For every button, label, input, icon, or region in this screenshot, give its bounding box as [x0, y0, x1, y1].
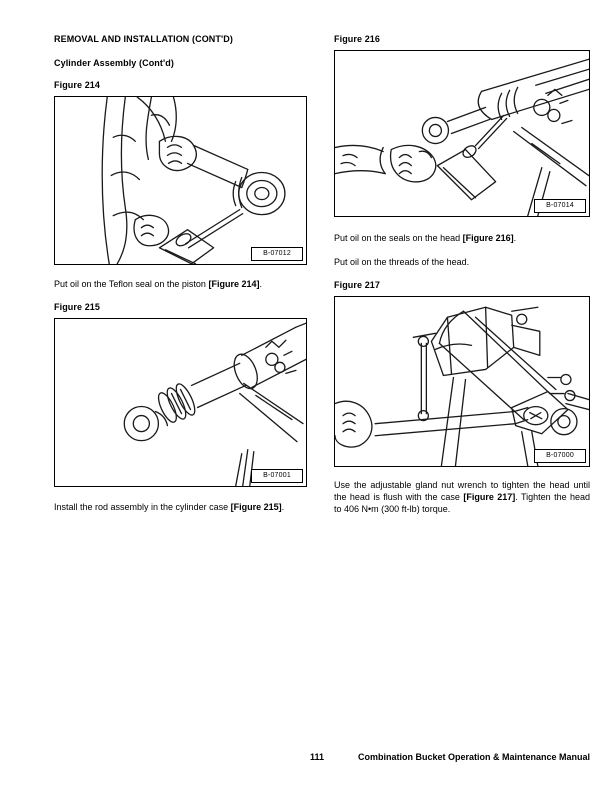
figure-214-caption: [54, 278, 307, 290]
caption-text: . Tighten the head to 406 N•m (300 ft-lb) torque.: [334, 492, 591, 514]
caption-text: .: [259, 279, 262, 289]
figure-216-frame: [334, 50, 590, 217]
photo-id-badge: B-07001: [251, 469, 303, 483]
figure-217-frame: [334, 296, 590, 467]
figure-215-reference: [Figure 215]: [230, 502, 282, 512]
manual-title: Combination Bucket Operation & Maintenance Manual: [357, 752, 590, 762]
figure-216-label: Figure 216: [334, 34, 381, 44]
figure-214-illustration: [55, 97, 306, 264]
photo-id-badge: B-07012: [251, 247, 303, 261]
figure-216-reference: [Figure 216]: [462, 233, 514, 243]
caption-text: .: [281, 502, 285, 512]
figure-217-illustration: [335, 297, 589, 466]
page-number: 111: [310, 752, 325, 762]
subsection-heading: Cylinder Assembly (Cont'd): [54, 58, 174, 68]
figure-215-frame: [54, 318, 307, 487]
figure-214-reference: [Figure 214]: [208, 279, 260, 289]
figure-214-label: Figure 214: [54, 80, 101, 90]
caption-text: .: [513, 233, 517, 243]
figure-217-reference: [Figure 217]: [463, 492, 516, 502]
figure-215-caption: [54, 501, 307, 513]
figure-217-label: Figure 217: [334, 280, 381, 290]
figure-217-caption: [334, 479, 590, 515]
figure-215-illustration: [55, 319, 306, 486]
caption-text: Use the adjustable gland nut wrench to tighten the head until the head is flush with the case: [334, 480, 590, 502]
oil-threads-instruction: Put oil on the threads of the head.: [334, 257, 470, 267]
caption-text: Install the rod assembly in the cylinder case: [54, 502, 231, 512]
caption-text: Put oil on the Teflon seal on the piston: [54, 279, 209, 289]
photo-id-badge: B-07014: [534, 199, 586, 213]
section-heading: REMOVAL AND INSTALLATION (CONT'D): [54, 34, 233, 44]
figure-215-label: Figure 215: [54, 302, 101, 312]
caption-text: Put oil on the seals on the head: [334, 233, 463, 243]
figure-216-caption: [334, 232, 590, 244]
figure-214-frame: [54, 96, 307, 265]
photo-id-badge: B-07000: [534, 449, 586, 463]
figure-216-illustration: [335, 51, 589, 216]
